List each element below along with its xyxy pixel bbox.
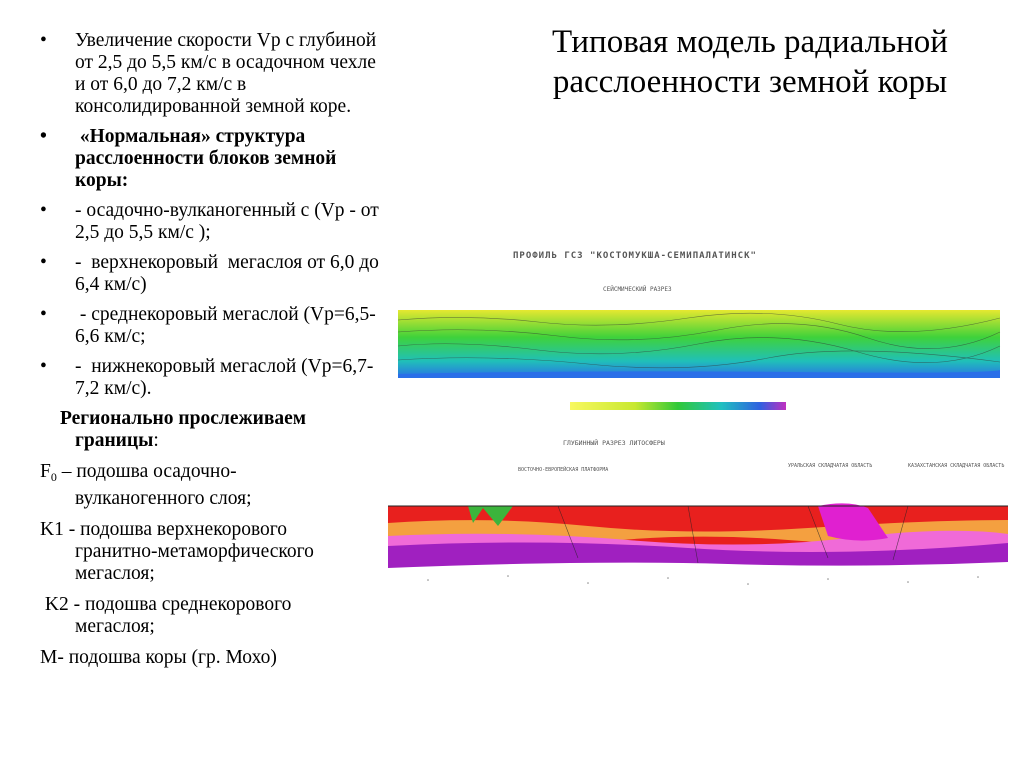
boundary-k1 [0,519,390,585]
regional-boundaries-heading [0,408,390,452]
f0-first: – подошва осадочно- [56,461,237,482]
k1-first: K1 - подошва верхнекорового [40,519,288,540]
bullet-velocity: • Увеличение скорости Vp с глубиной от 2,5 до 5,5 км/с в осадочном чехле и от 6,0 до 7,2 км/с в консолидированной земной коре. [0,30,390,118]
regional-line1: Регионально прослеживаем [60,408,307,429]
depth-section-label: ГЛУБИННЫЙ РАЗРЕЗ ЛИТОСФЕРЫ [563,439,665,447]
profile-title: ПРОФИЛЬ ГСЗ "КОСТОМУКША-СЕМИПАЛАТИНСК" [513,251,757,261]
bullet-normal-structure: • «Нормальная» структура расслоенности блоков земной коры: [0,126,390,192]
velocity-scale-bar [570,402,786,410]
bullet-upper-crust: • - верхнекоровый мегаслоя от 6,0 до 6,4 км/с) [0,252,390,296]
f0-letter: F [40,461,51,482]
k2-first: K2 - подошва среднекорового [40,594,292,615]
bullet-lower-crust: • - нижнекоровый мегаслой (Vp=6,7-7,2 км/с). [0,356,390,400]
kaz-label: КАЗАХСТАНСКАЯ СКЛАДЧАТАЯ ОБЛАСТЬ [908,463,1005,469]
bullet-sedimentary-layer: • - осадочно-вулканогенный с (Vp - от 2,5 до 5,5 км/с ); [0,200,390,244]
f0-rest: вулканогенного слоя; [75,488,252,509]
crust-profile-figure [388,238,1016,598]
boundary-moho: М- подошва коры (гр. Мохо) [40,647,277,668]
lithosphere-layers [388,503,1008,568]
regional-colon: : [153,430,159,451]
k2-rest: мегаслоя; [75,616,155,637]
profile-image [388,238,1016,598]
text-column [0,30,390,765]
mantle-dots [427,575,979,585]
slide-title: Типовая модель радиальной расслоенности земной коры [552,24,948,100]
bullet-middle-crust: • - среднекоровый мегаслой (Vp=6,5-6,6 км/с; [0,304,390,348]
regional-line2: границы [75,430,154,451]
ural-label: УРАЛЬСКАЯ СКЛАДЧАТАЯ ОБЛАСТЬ [788,463,873,469]
boundary-k2 [0,594,390,638]
platform-label: ВОСТОЧНО-ЕВРОПЕЙСКАЯ ПЛАТФОРМА [518,467,609,473]
seismic-section-label: СЕЙСМИЧЕСКИЙ РАЗРЕЗ [603,286,672,293]
f0-subscript: 0 [50,470,57,484]
k1-rest: гранитно-метаморфического мегаслоя; [75,541,314,584]
boundary-f0 [0,461,390,510]
